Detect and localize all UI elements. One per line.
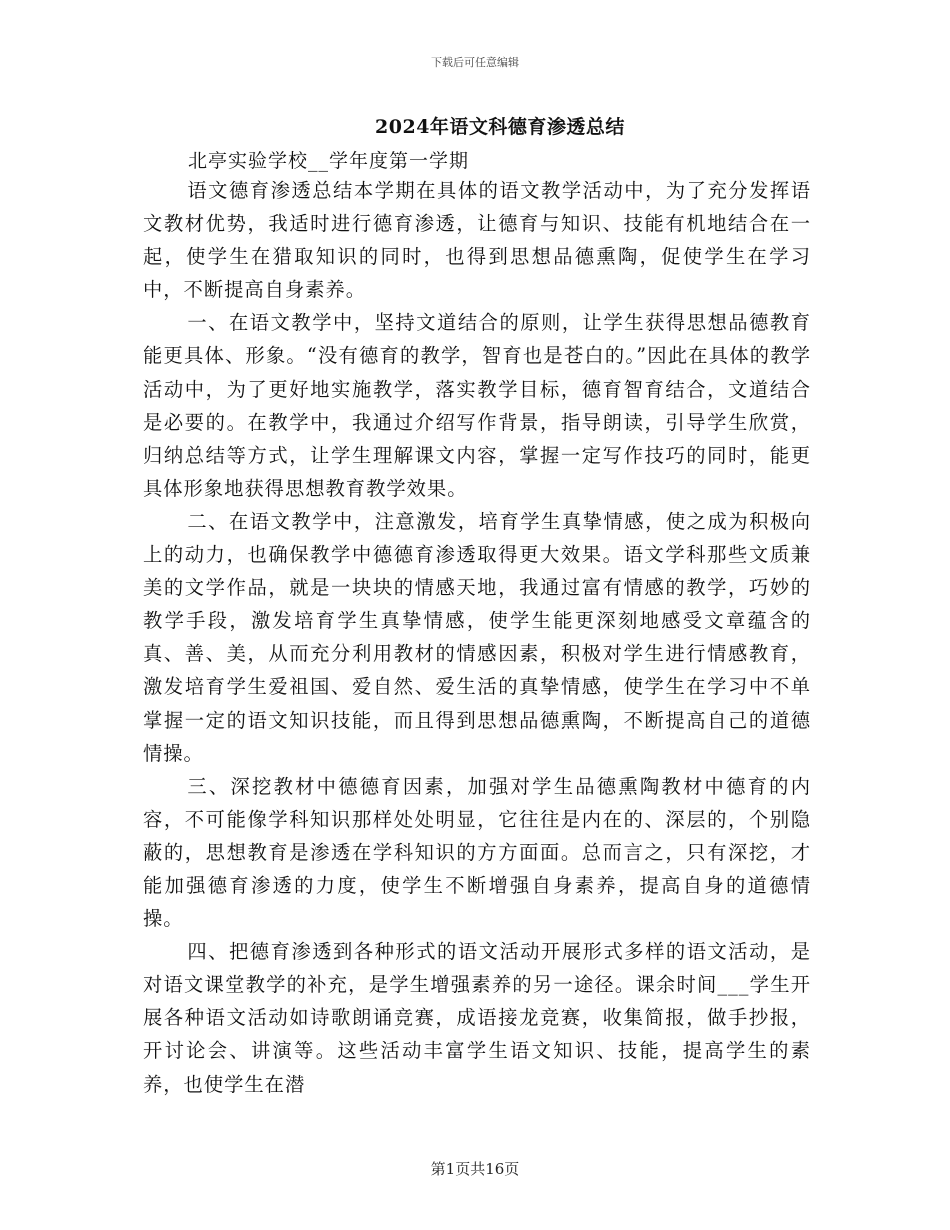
paragraph-section-1: 一、在语文教学中，坚持文道结合的原则，让学生获得思想品德教育能更具体、形象。“没有德育的教学，智育也是苍白的。”因此在具体的教学活动中，为了更好地实施教学，落实教学目标，德育智育结合，文道结合是必要的。在教学中，我通过介绍写作背景，指导朗读，引导学生欣赏，归纳总结等方式，让学生理解课文内容，掌握一定写作技巧的同时，能更具体形象地获得思想教育教学效果。 <box>143 311 811 500</box>
page-number: 第1页共16页 <box>430 1160 520 1178</box>
header-note: 下载后可任意编辑 <box>431 56 519 69</box>
paragraph-section-3: 三、深挖教材中德德育因素，加强对学生品德熏陶教材中德育的内容，不可能像学科知识那样处处明显，它往往是内在的、深层的，个别隐蔽的，思想教育是渗透在学科知识的方方面面。总而言之，只有深挖，才能加强德育渗透的力度，使学生不断增强自身素养，提高自身的道德情操。 <box>143 774 811 931</box>
document-body <box>143 174 811 1101</box>
paragraph-section-2: 二、在语文教学中，注意激发，培育学生真挚情感，使之成为积极向上的动力，也确保教学中德德育渗透取得更大效果。语文学科那些文质兼美的文学作品，就是一块块的情感天地，我通过富有情感的教学，巧妙的教学手段，激发培育学生真挚情感，使学生能更深刻地感受文章蕴含的真、善、美，从而充分利用教材的情感因素，积极对学生进行情感教育，激发培育学生爱祖国、爱自然、爱生活的真挚情感，使学生在学习中不单掌握一定的语文知识技能，而且得到思想品德熏陶，不断提高自己的道德情操。 <box>143 509 811 765</box>
document-title: 2024年语文科德育渗透总结 <box>375 116 625 138</box>
paragraph-intro: 语文德育渗透总结本学期在具体的语文教学活动中，为了充分发挥语文教材优势，我适时进行德育渗透，让德育与知识、技能有机地结合在一起，使学生在猎取知识的同时，也得到思想品德熏陶，促使学生在学习中，不断提高自身素养。 <box>143 179 811 302</box>
document-subtitle: 北亭实验学校__学年度第一学期 <box>188 150 470 172</box>
paragraph-section-4: 四、把德育渗透到各种形式的语文活动开展形式多样的语文活动，是对语文课堂教学的补充，是学生增强素养的另一途径。课余时间___学生开展各种语文活动如诗歌朗诵竞赛，成语接龙竞赛，收集简报，做手抄报，开讨论会、讲演等。这些活动丰富学生语文知识、技能，提高学生的素养，也使学生在潜 <box>143 940 811 1096</box>
